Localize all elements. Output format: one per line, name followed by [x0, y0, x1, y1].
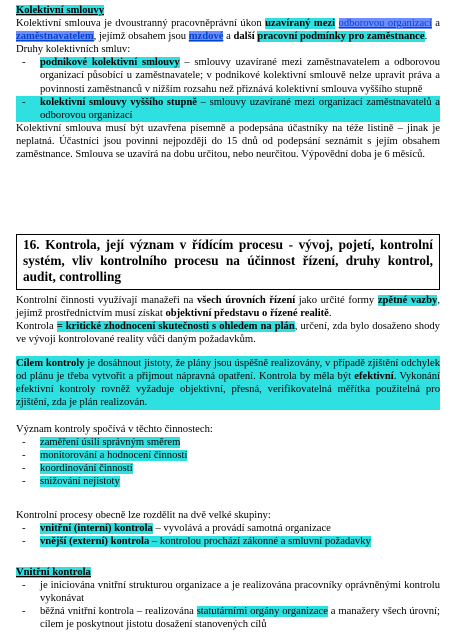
bold-text: objektivní představu o řízené realitě [165, 308, 329, 320]
bold-text: kolektivní smlouvy vyššího stupně [40, 96, 197, 108]
bold-text: Cílem kontroly [16, 358, 85, 369]
highlighted-text: podnikové kolektivní smlouvy [40, 57, 180, 69]
collective-agreements-section [16, 4, 440, 161]
text-run: , jejímž obsahem jsou [93, 31, 189, 43]
text-run: , jejímž prostřednictvím musí získat [16, 295, 440, 320]
text-run: Kolektivní smlouva je dvoustranný pracovněprávní úkon [16, 18, 266, 30]
highlighted-text: snižování nejistoty [40, 476, 120, 488]
list-item [16, 436, 440, 449]
list-item [16, 535, 440, 548]
highlighted-text: pracovní podmínky pro zaměstnance [257, 31, 425, 43]
text-run: . [328, 308, 332, 320]
list-item [16, 475, 440, 488]
list-item [16, 605, 440, 631]
list-intro: Význam kontroly spočívá v těchto činnostech: [16, 424, 213, 435]
goal-paragraph [16, 356, 440, 410]
paragraph [16, 294, 440, 320]
text-run: a manažery všech úrovní; cílem je poskytnout jistotu dosažení stanovených cílů [40, 606, 440, 631]
highlighted-text: – kontrolou prochází zákonné a smluvní požadavky [149, 536, 371, 548]
subsection-title-text: Vnitřní kontrola [16, 567, 91, 578]
list-item [16, 522, 440, 535]
list-item [16, 462, 440, 475]
text-run: . [424, 31, 428, 43]
highlighted-text: zaměření úsilí správným směrem [40, 437, 181, 449]
paragraph [16, 357, 440, 409]
process-groups-block [16, 509, 440, 548]
text-run: – vyvolává a provádí samotná organizace [152, 523, 331, 535]
highlighted-text: statutárními orgány organizace [196, 606, 328, 618]
text-run: – smlouvy uzavírané mezi organizací zaměstnavatelů a odborovou organizací [40, 96, 440, 121]
bold-text: efektivní [354, 371, 394, 383]
text-run: a [431, 18, 440, 30]
highlighted-text: vnější (externí) kontrola [40, 536, 150, 548]
text-run: – smlouvy uzavírané mezi zaměstnavatelem a odborovou organizací působící u zaměstnavatele; v podnikové kolektivní smlouvě nelze upravit práva a povinnosti zaměstnanců v nižším rozsahu než přiznává kolektivní smlouva vyššího stupně [40, 57, 440, 95]
bold-text: všech úrovních řízení [196, 295, 296, 306]
highlighted-text: koordinování činností [40, 463, 133, 475]
agreement-types-list [16, 56, 440, 121]
list-intro: Druhy kolektivních smluv: [16, 44, 131, 56]
highlighted-text: zpětné vazby [377, 295, 438, 306]
paragraph: Kolektivní smlouva musí být uzavřena písemně a podepsána účastníky na téže listině – jinak je neplatná. Účastníci jsou povinni nejpozději do 15 dnů od podepsání seznámit s jejím obsahem zaměstnance. Smlouva se uzavírá na dobu určitou, nebo neurčitou. Výpovědní doba je 6 měsíců. [16, 122, 440, 161]
text-run: je dosáhnout jistoty, že plány jsou úspěšně realizovány, v případě zjištění odchylek od plánu je třeba vytvořit a přijmout nápravná opatření. Kontrola by měla být [16, 358, 440, 383]
text-run [335, 18, 338, 29]
text-run: a [223, 31, 234, 43]
text-run: běžná vnitřní kontrola – realizována [40, 606, 197, 618]
highlighted-text: monitorování a hodnocení činností [40, 450, 188, 462]
list-intro: Kontrolní procesy obecně lze rozdělit na dvě velké skupiny: [16, 510, 271, 521]
process-groups-list [16, 522, 440, 548]
control-section [16, 294, 440, 346]
text-run: , určení, zda bylo dosaženo shody ve vývoji kontrolované reality vůči daným požadavkům. [16, 321, 440, 346]
text-run: . Vykonání efektivní kontroly rovněž vyžaduje objektivní, přesná, verifikovatelná měřítka použitelná pro zjištění, zda je plán realizován. [16, 371, 440, 409]
section-title-text: Kolektivní smlouvy [16, 5, 104, 16]
subsection-title [16, 566, 440, 579]
paragraph [16, 17, 440, 43]
text-run: Kontrolní činnosti využívají manažeři na [16, 295, 197, 306]
paragraph [16, 320, 440, 346]
link-text[interactable]: odborovou organizací [338, 18, 432, 30]
link-text[interactable]: zaměstnavatelem [16, 31, 94, 43]
list-item: - je iniciována vnitřní strukturou organizace a je realizována pracovníky oprávněnými kontrolu vykonávat [16, 579, 440, 605]
internal-control-block [16, 566, 440, 631]
section-title [16, 4, 440, 17]
chapter-heading: 16. Kontrola, její význam v řídícím procesu - vývoj, pojetí, kontrolní systém, vliv kontrolního procesu na účinnost řízení, druhy kontrol, audit, controlling [16, 234, 440, 290]
text-run: jako určité formy [295, 295, 378, 306]
link-text[interactable]: mzdové [188, 31, 224, 43]
highlighted-text: uzavíraný mezi [265, 18, 336, 30]
bold-text: další [233, 31, 255, 43]
internal-control-list [16, 579, 440, 631]
highlighted-text: vnitřní (interní) kontrola [40, 523, 153, 535]
list-item [16, 96, 440, 122]
list-item [16, 56, 440, 95]
list-item [16, 449, 440, 462]
text-run: Kontrola [16, 321, 57, 333]
highlighted-text: = kritické zhodnocení skutečnosti s ohledem na plán [56, 321, 295, 333]
importance-block [16, 423, 440, 488]
importance-list [16, 436, 440, 488]
